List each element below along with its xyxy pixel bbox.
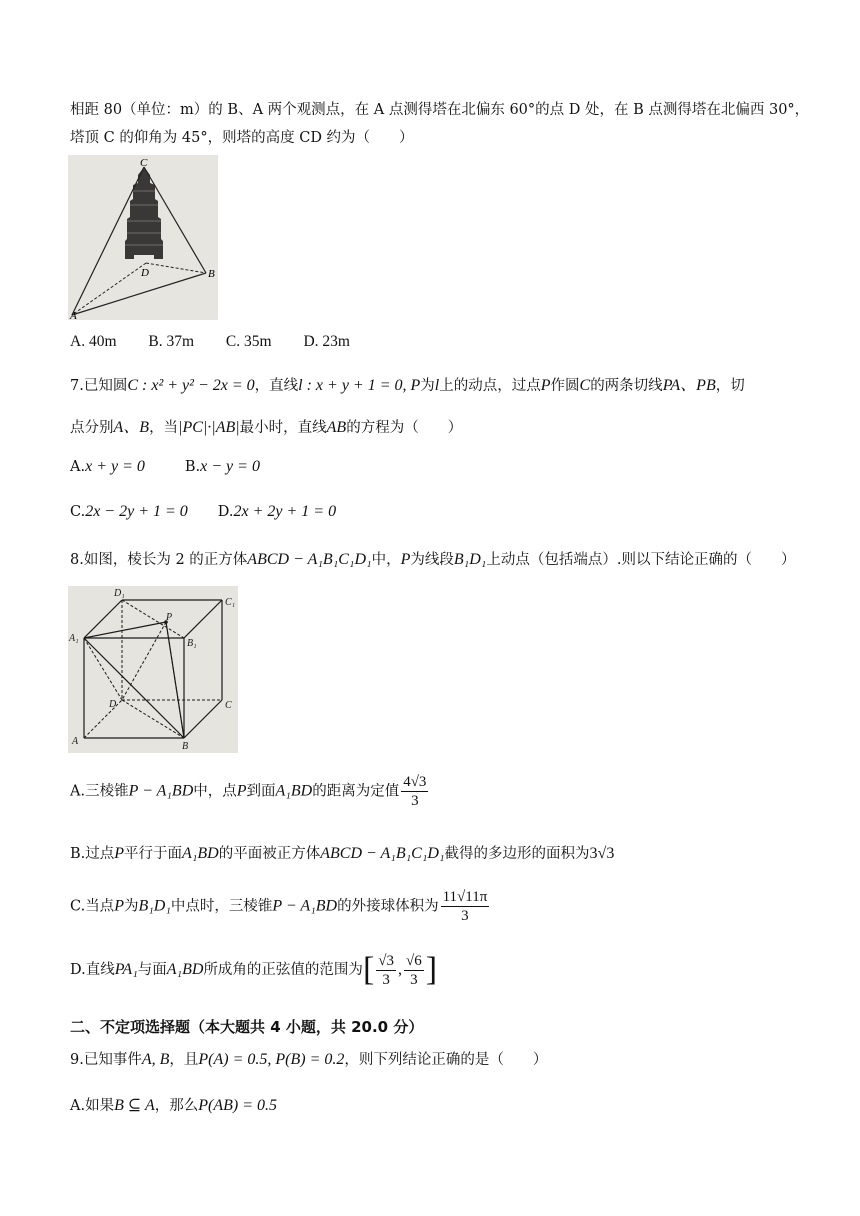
q7-text: ，切 [715,378,745,394]
q8-math: P [114,845,125,862]
q9-text: 如果 [85,1098,115,1114]
q8-option-c[interactable] [70,888,491,925]
q9-text: 已知事件 [83,1052,142,1068]
q7-math: A、B [113,419,150,436]
section-heading: 二、不定项选择题（本大题共 4 小题，共 20.0 分） [70,1018,424,1036]
label-B1: B₁ [187,638,197,649]
q7-text: ，直线 [254,378,299,394]
tower-figure [68,155,218,320]
q6-options [70,333,378,351]
fraction-denominator: 3 [410,971,418,988]
comma: , [398,961,402,978]
q8-text: 三棱锥 [85,783,129,800]
q8-text: 的距离为定值 [312,783,400,800]
q9-math: P(AB) = 0.5 [198,1097,278,1114]
option-label: D. [217,504,234,520]
fraction [441,888,490,925]
fraction [376,952,396,989]
q7-circle-eq: C : x² + y² − 2x = 0 [127,377,255,394]
fraction [404,952,424,989]
q8-number: 8. [70,552,84,568]
fraction-denominator: 3 [461,908,469,924]
option-label: C. [70,504,86,520]
option-math: 2x − 2y + 1 = 0 [85,503,188,520]
q8-text: 过点 [85,846,115,862]
q8-option-d[interactable] [70,951,437,989]
q7-text: 作圆 [550,378,580,394]
label-D: D [141,267,149,279]
q7-option-c[interactable] [70,504,188,520]
q6-option-b[interactable]: B. 37m [148,333,195,350]
option-label: A. [70,459,86,475]
q9-number: 9. [70,1052,84,1068]
q7-math: PA、PB [662,377,716,394]
q8-text: 中，点 [193,783,237,800]
q7-line2 [70,414,462,437]
option-math: x + y = 0 [85,458,145,475]
q8-text: 的平面被正方体 [218,846,321,862]
q8-math: ABCD − A₁B₁C₁D₁ [320,845,445,862]
option-label: A. [70,783,86,800]
q8-text: 直线 [85,962,115,978]
q9-text: ，那么 [154,1098,199,1114]
option-math: 2x + 2y + 1 = 0 [233,503,337,520]
q8-math: P [236,782,247,800]
q9-math: A, B [141,1051,170,1068]
q8-math: PA₁ [114,961,138,978]
tower-diagram [68,155,218,320]
fraction [401,773,428,810]
q8-text: 与面 [137,962,167,978]
option-label: D. [70,962,86,978]
q7-math: P [540,377,551,394]
label-C: C [225,700,232,711]
q9-text: ，且 [169,1052,199,1068]
q8-math: ABCD − A₁B₁C₁D₁ [247,551,372,568]
q7-text: 点分别 [70,420,114,436]
q8-text: 所成角的正弦值的范围为 [203,962,363,978]
q8-option-b[interactable] [70,842,614,863]
fraction-numerator: 4√3 [403,774,427,790]
q7-math: l [434,377,440,394]
q8-text: 中点时，三棱锥 [170,898,273,915]
q7-text: 的两条切线 [590,378,663,394]
q7-number: 7. [70,378,84,394]
q8-text: 到面 [246,783,276,800]
q7-text: 上的动点，过点 [439,378,541,394]
q7-text: 为 [420,378,435,394]
q8-math: P [114,897,124,915]
q9-math: B ⊆ A [114,1097,155,1114]
q7-option-b[interactable] [185,459,260,475]
q8-math: 3√3 [589,845,615,862]
option-math: x − y = 0 [200,458,260,475]
q7-line-eq: l : x + y + 1 = 0, P [298,377,421,394]
q8-math: P [400,551,411,568]
q7-text: 的方程为（ ） [346,420,463,436]
label-D1: D₁ [114,588,125,599]
q8-option-a[interactable] [70,773,430,810]
cube-diagram [68,586,238,753]
q8-text: 的外接球体积为 [337,898,439,915]
label-C1: C₁ [225,597,236,608]
q8-text: 中， [371,552,401,568]
label-A1: A₁ [69,633,79,644]
fraction-denominator: 3 [382,971,390,988]
label-D: D [109,699,117,710]
q6-option-c[interactable]: C. 35m [225,333,272,350]
option-label: C. [70,898,86,915]
q8-math: A₁BD [166,961,204,978]
label-C: C [140,157,148,169]
q7-line1 [70,372,745,395]
q6-text-line2: 塔顶 C 的仰角为 45°，则塔的高度 CD 约为（ ） [70,130,414,146]
q7-text: 最小时，直线 [239,420,327,436]
option-label: B. [184,459,201,475]
right-bracket: ] [425,951,438,988]
q8-math: P − A₁BD [272,897,338,915]
q8-text: 如图，棱长为 2 的正方体 [83,552,248,568]
q8-math: B₁D₁ [138,897,171,915]
label-P: P [166,612,173,623]
option-label: B. [70,846,86,862]
q8-math: A₁BD [275,782,313,800]
q7-option-a[interactable] [70,459,145,475]
q9-math: P(A) = 0.5, P(B) = 0.2 [198,1051,345,1068]
label-B: B [182,741,189,752]
label-A: A [72,736,79,747]
q7-math: AB [326,419,347,436]
q8-text: 当点 [85,898,115,915]
fraction-denominator: 3 [411,793,419,809]
q8-line1 [70,548,795,569]
option-label: A. [70,1098,86,1114]
q8-math: P − A₁BD [128,782,194,800]
q6-option-a[interactable]: A. 40m [70,333,117,350]
label-B: B [208,268,215,280]
q9-text: ，则下列结论正确的是（ ） [344,1052,548,1068]
q6-text-line1: 相距 80（单位：m）的 B、A 两个观测点，在 A 点测得塔在北偏东 60°的点 D 处，在 B 点测得塔在北偏西 30°， [70,102,810,118]
q7-option-d[interactable] [218,504,336,520]
q7-options-cd [70,503,336,521]
fraction-numerator: √3 [378,952,394,969]
q7-options-ab [70,458,260,476]
q9-option-a[interactable] [70,1094,277,1115]
cube-figure [68,586,238,753]
label-A: A [70,310,77,320]
q8-text: 为线段 [410,552,454,568]
q8-text: 为 [123,898,139,915]
q6-option-d[interactable]: D. 23m [303,333,350,350]
q8-text: 平行于面 [124,846,183,862]
q7-text: 已知圆 [83,378,128,394]
q8-math: A₁BD [182,845,219,862]
q8-text: 上动点（包括端点）.则以下结论正确的（ ） [486,552,796,568]
q7-text: ，当 [149,420,179,436]
fraction-numerator: √6 [406,952,422,969]
q7-math: |PC|·|AB| [178,419,240,436]
q8-text: 截得的多边形的面积为 [444,846,590,862]
q9-line1 [70,1048,547,1069]
q8-math: B₁D₁ [453,551,487,568]
q7-math: C [579,377,591,394]
left-bracket: [ [362,951,375,988]
fraction-numerator: 11√11π [442,889,488,905]
